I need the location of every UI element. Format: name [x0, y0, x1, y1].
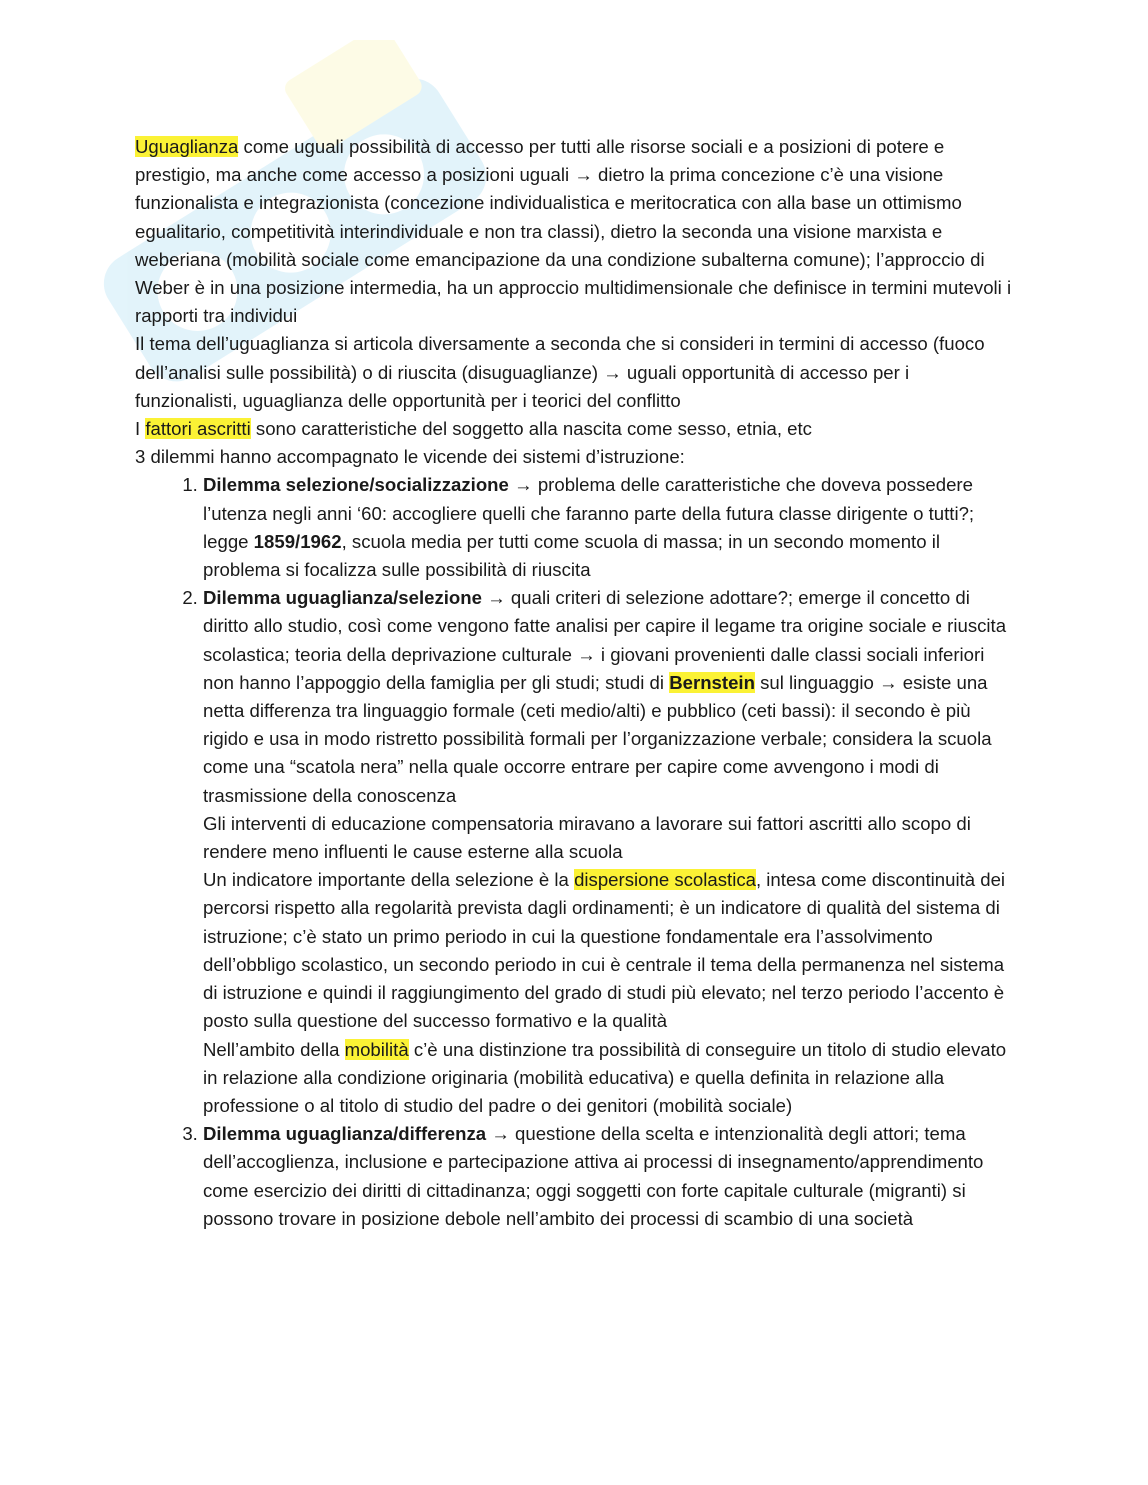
- dilemma-2-text2: sul linguaggio → esiste una netta differenza tra linguaggio formale (ceti medio/alti) e pubblico (ceti bassi): il secondo è più rigido e usa in modo ristretto possibilità formali per l’organizzazione verbale; considera la scuola come una “scatola nera” nella quale occorre entrare per capire come avvengono i modi di trasmissione della conoscenza: [203, 671, 992, 806]
- para3-before: Un indicatore importante della selezione è la: [203, 869, 575, 891]
- dilemma-1-text2: , scuola media per tutti come scuola di massa; in un secondo momento il problema si focalizza sulle possibilità di riuscita: [203, 530, 940, 581]
- dilemma-2-paragraph-2: Gli interventi di educazione compensatoria miravano a lavorare sui fattori ascritti allo scopo di rendere meno influenti le cause esterne alla scuola: [203, 812, 971, 863]
- dilemma-2-paragraph-4: [203, 1036, 1015, 1121]
- para4-after: c’è una distinzione tra possibilità di conseguire un titolo di studio elevato in relazione alla condizione originaria (mobilità educativa) e quella definita in relazione alla professione o al titolo di studio del padre o dei genitori (mobilità sociale): [203, 1038, 1007, 1116]
- intro-paragraph-2: Il tema dell’uguaglianza si articola diversamente a seconda che si consideri in termini di accesso (fuoco dell’analisi sulle possibilità) o di riuscita (disuguaglianze) → uguali opportunità di accesso per i funzionalisti, uguaglianza delle opportunità per i teorici del conflitto: [135, 333, 985, 411]
- highlight-dispersione-scolastica: dispersione scolastica: [574, 869, 756, 891]
- dilemma-2-text1: → quali criteri di selezione adottare?; emerge il concetto di diritto allo studio, così come vengono fatte analisi per capire il legame tra origine sociale e riuscita scolastica; teoria della deprivazione culturale → i giovani provenienti dalle classi sociali inferiori non hanno l’appoggio della famiglia per gli studi; studi di: [203, 587, 1007, 693]
- para4-before: Nell’ambito della: [203, 1038, 345, 1060]
- highlight-bernstein: Bernstein: [669, 671, 755, 693]
- para3-after: , intesa come discontinuità dei percorsi rispetto alla regolarità prevista dagli ordinamenti; è un indicatore di qualità del sistema di istruzione; c’è stato un primo periodo in cui la questione fondamentale era l’assolvimento dell’obbligo scolastico, un secondo periodo in cui è centrale il tema della permanenza nel sistema di istruzione e quindi il raggiungimento del grado di studi più elevato; nel terzo periodo l’accento è posto sulla questione del successo formativo e la qualità: [203, 869, 1006, 1032]
- dilemma-2-paragraph-3: [203, 866, 1015, 1035]
- dilemma-3-title: Dilemma uguaglianza/differenza: [203, 1123, 487, 1145]
- dilemma-item-3: [203, 1120, 1015, 1233]
- highlight-mobilita: mobilità: [344, 1038, 409, 1060]
- highlight-uguaglianza: Uguaglianza: [135, 136, 239, 157]
- intro-paragraph-3: [135, 415, 1015, 443]
- highlight-fattori-ascritti: fattori ascritti: [145, 418, 251, 440]
- dilemma-item-2: [203, 584, 1015, 1120]
- intro-paragraph-1-text: come uguali possibilità di accesso per tutti alle risorse sociali e a posizioni di potere e prestigio, ma anche come accesso a posizioni uguali → dietro la prima concezione c’è una visione funzionalista e integrazionista (concezione individualistica e meritocratica con alla base un ottimismo egualitario, competitività interindividuale e non tra classi), dietro la seconda una visione marxista e weberiana (mobilità sociale come emancipazione da una condizione subalterna comune); l’approccio di Weber è in una posizione intermedia, ha un approccio multidimensionale che definisce in termini mutevoli i rapporti tra individui: [135, 136, 1012, 327]
- intro-paragraph-1: [135, 133, 1015, 330]
- document-page: [135, 133, 1015, 1233]
- dilemma-1-text1: → problema delle caratteristiche che doveva possedere l’utenza negli anni ‘60: accogliere quelli che faranno parte della futura classe dirigente o tutti?; legge: [203, 474, 975, 552]
- dilemma-item-1: [203, 471, 1015, 584]
- intro-paragraph-4: 3 dilemmi hanno accompagnato le vicende dei sistemi d’istruzione:: [135, 446, 685, 468]
- dilemmas-list: [135, 471, 1015, 1232]
- p3-before: I: [135, 418, 146, 440]
- dilemma-1-title: Dilemma selezione/socializzazione: [203, 474, 509, 496]
- law-number: 1859/1962: [253, 530, 342, 552]
- dilemma-2-title: Dilemma uguaglianza/selezione: [203, 587, 482, 609]
- dilemma-3-text1: → questione della scelta e intenzionalità degli attori; tema dell’accoglienza, inclusione e partecipazione attiva ai processi di insegnamento/apprendimento come esercizio dei diritti di cittadinanza; oggi soggetti con forte capitale culturale (migranti) si possono trovare in posizione debole nell’ambito dei processi di scambio di una società: [203, 1123, 984, 1229]
- p3-after: sono caratteristiche del soggetto alla nascita come sesso, etnia, etc: [250, 418, 812, 440]
